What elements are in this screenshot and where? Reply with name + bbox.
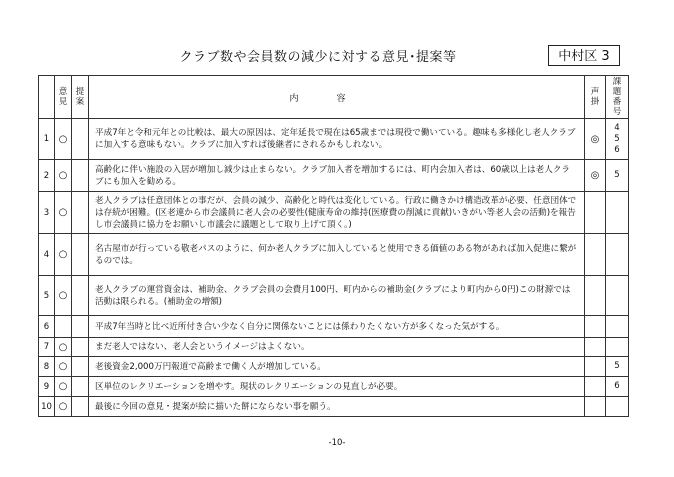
row-number: 10 [39, 397, 55, 417]
row-number: 4 [39, 234, 55, 276]
row-number: 9 [39, 377, 55, 397]
voice-mark [585, 276, 606, 316]
proposal-mark [72, 119, 89, 160]
row-content: 高齢化に伴い施設の入居が増加し減少は止まらない。クラブ加入者を増加するには、町内会加入者は、60歳以上は老人クラブにも加入を勧める。 [89, 160, 585, 192]
topic-numbers [606, 338, 629, 357]
topic-number: 4 [614, 122, 620, 133]
row-content: 老人クラブは任意団体との事だが、会員の減少、高齢化と時代は変化している。行政に働きかけ構造改革が必要、任意団体では存続が困難。(区老連から市会議員に老人会の必要性(健康寿命の維持(医療費の削減に貢献)いきがい等老人会の活動)を報告し市会議員に協力をお願いし市議会に議題として取り上げて頂く。) [89, 192, 585, 234]
voice-mark [585, 338, 606, 357]
row-number: 7 [39, 338, 55, 357]
table-row [39, 377, 629, 397]
topic-numbers [606, 160, 629, 192]
proposal-mark [72, 316, 89, 338]
row-content: 平成7年と令和元年との比較は、最大の原因は、定年延長で現在は65歳までは現役で働いている。趣味も多様化し老人クラブに加入する意味もない。クラブに加入すれば後継者にされるかもしれない。 [89, 119, 585, 160]
proposal-mark [72, 338, 89, 357]
proposal-mark [72, 234, 89, 276]
opinion-mark [55, 316, 72, 338]
voice-mark [585, 192, 606, 234]
row-content: 老後資金2,000万円報道で高齢まで働く人が増加している。 [89, 357, 585, 377]
opinion-mark: ○ [55, 192, 72, 234]
row-number: 5 [39, 276, 55, 316]
table-row [39, 192, 629, 234]
proposal-mark [72, 357, 89, 377]
row-content: 老人クラブの運営資金は、補助金、クラブ会員の会費月100円、町内からの補助金(クラブにより町内から0円)この財源では活動は限られる。(補助金の増額) [89, 276, 585, 316]
proposal-mark [72, 377, 89, 397]
opinion-mark: ○ [55, 234, 72, 276]
topic-number: 5 [614, 133, 620, 144]
proposal-mark [72, 192, 89, 234]
topic-number-header: 課 題 番 号 [606, 76, 629, 119]
topic-numbers [606, 377, 629, 397]
proposal-mark [72, 160, 89, 192]
proposal-header: 提 案 [72, 76, 89, 119]
voice-mark [585, 357, 606, 377]
district-label: 中村区 3 [548, 45, 620, 66]
opinion-mark: ○ [55, 276, 72, 316]
voice-mark [585, 316, 606, 338]
topic-numbers [606, 276, 629, 316]
proposal-mark [72, 276, 89, 316]
opinion-mark: ○ [55, 397, 72, 417]
voice-mark [585, 377, 606, 397]
topic-numbers [606, 234, 629, 276]
topic-numbers [606, 397, 629, 417]
voice-mark: ◎ [585, 119, 606, 160]
content-header: 内容 [89, 76, 585, 119]
row-number: 1 [39, 119, 55, 160]
voice-mark: ◎ [585, 160, 606, 192]
page-number: -10- [328, 438, 346, 448]
page-title: クラブ数や会員数の減少に対する意見･提案等 [179, 50, 457, 65]
topic-number: 6 [614, 144, 620, 155]
voice-mark [585, 397, 606, 417]
row-content: 最後に今回の意見・提案が絵に描いた餅にならない事を願う。 [89, 397, 585, 417]
topic-numbers [606, 357, 629, 377]
table-row [39, 316, 629, 338]
row-number: 6 [39, 316, 55, 338]
table-row [39, 119, 629, 160]
opinion-mark: ○ [55, 338, 72, 357]
opinion-header: 意 見 [55, 76, 72, 119]
row-number: 8 [39, 357, 55, 377]
row-content: 区単位のレクリエーションを増やす。現状のレクリエーションの見直しが必要。 [89, 377, 585, 397]
voice-mark [585, 234, 606, 276]
opinion-mark: ○ [55, 119, 72, 160]
row-content: 名古屋市が行っている敬老パスのように、何か老人クラブに加入していると使用できる価値のある物があれば加入促進に繋がるのでは。 [89, 234, 585, 276]
row-content: まだ老人ではない、老人会というイメージはよくない。 [89, 338, 585, 357]
table-row [39, 357, 629, 377]
row-number: 2 [39, 160, 55, 192]
opinion-mark: ○ [55, 377, 72, 397]
opinion-mark: ○ [55, 160, 72, 192]
table-row [39, 338, 629, 357]
number-header [39, 76, 55, 119]
topic-number: 5 [614, 170, 620, 180]
proposal-mark [72, 397, 89, 417]
header-row [39, 76, 629, 119]
voice-header: 声 掛 [585, 76, 606, 119]
table-row [39, 160, 629, 192]
table-row [39, 234, 629, 276]
table-row [39, 397, 629, 417]
opinion-mark: ○ [55, 357, 72, 377]
topic-numbers [606, 119, 629, 160]
table-row [39, 276, 629, 316]
row-number: 3 [39, 192, 55, 234]
topic-number: 5 [614, 361, 620, 371]
topic-numbers [606, 192, 629, 234]
opinions-table [38, 75, 629, 417]
topic-number: 6 [614, 381, 620, 391]
topic-numbers [606, 316, 629, 338]
row-content: 平成7年当時と比べ近所付き合い少なく自分に関係ないことには係わりたくない方が多くなった気がする。 [89, 316, 585, 338]
